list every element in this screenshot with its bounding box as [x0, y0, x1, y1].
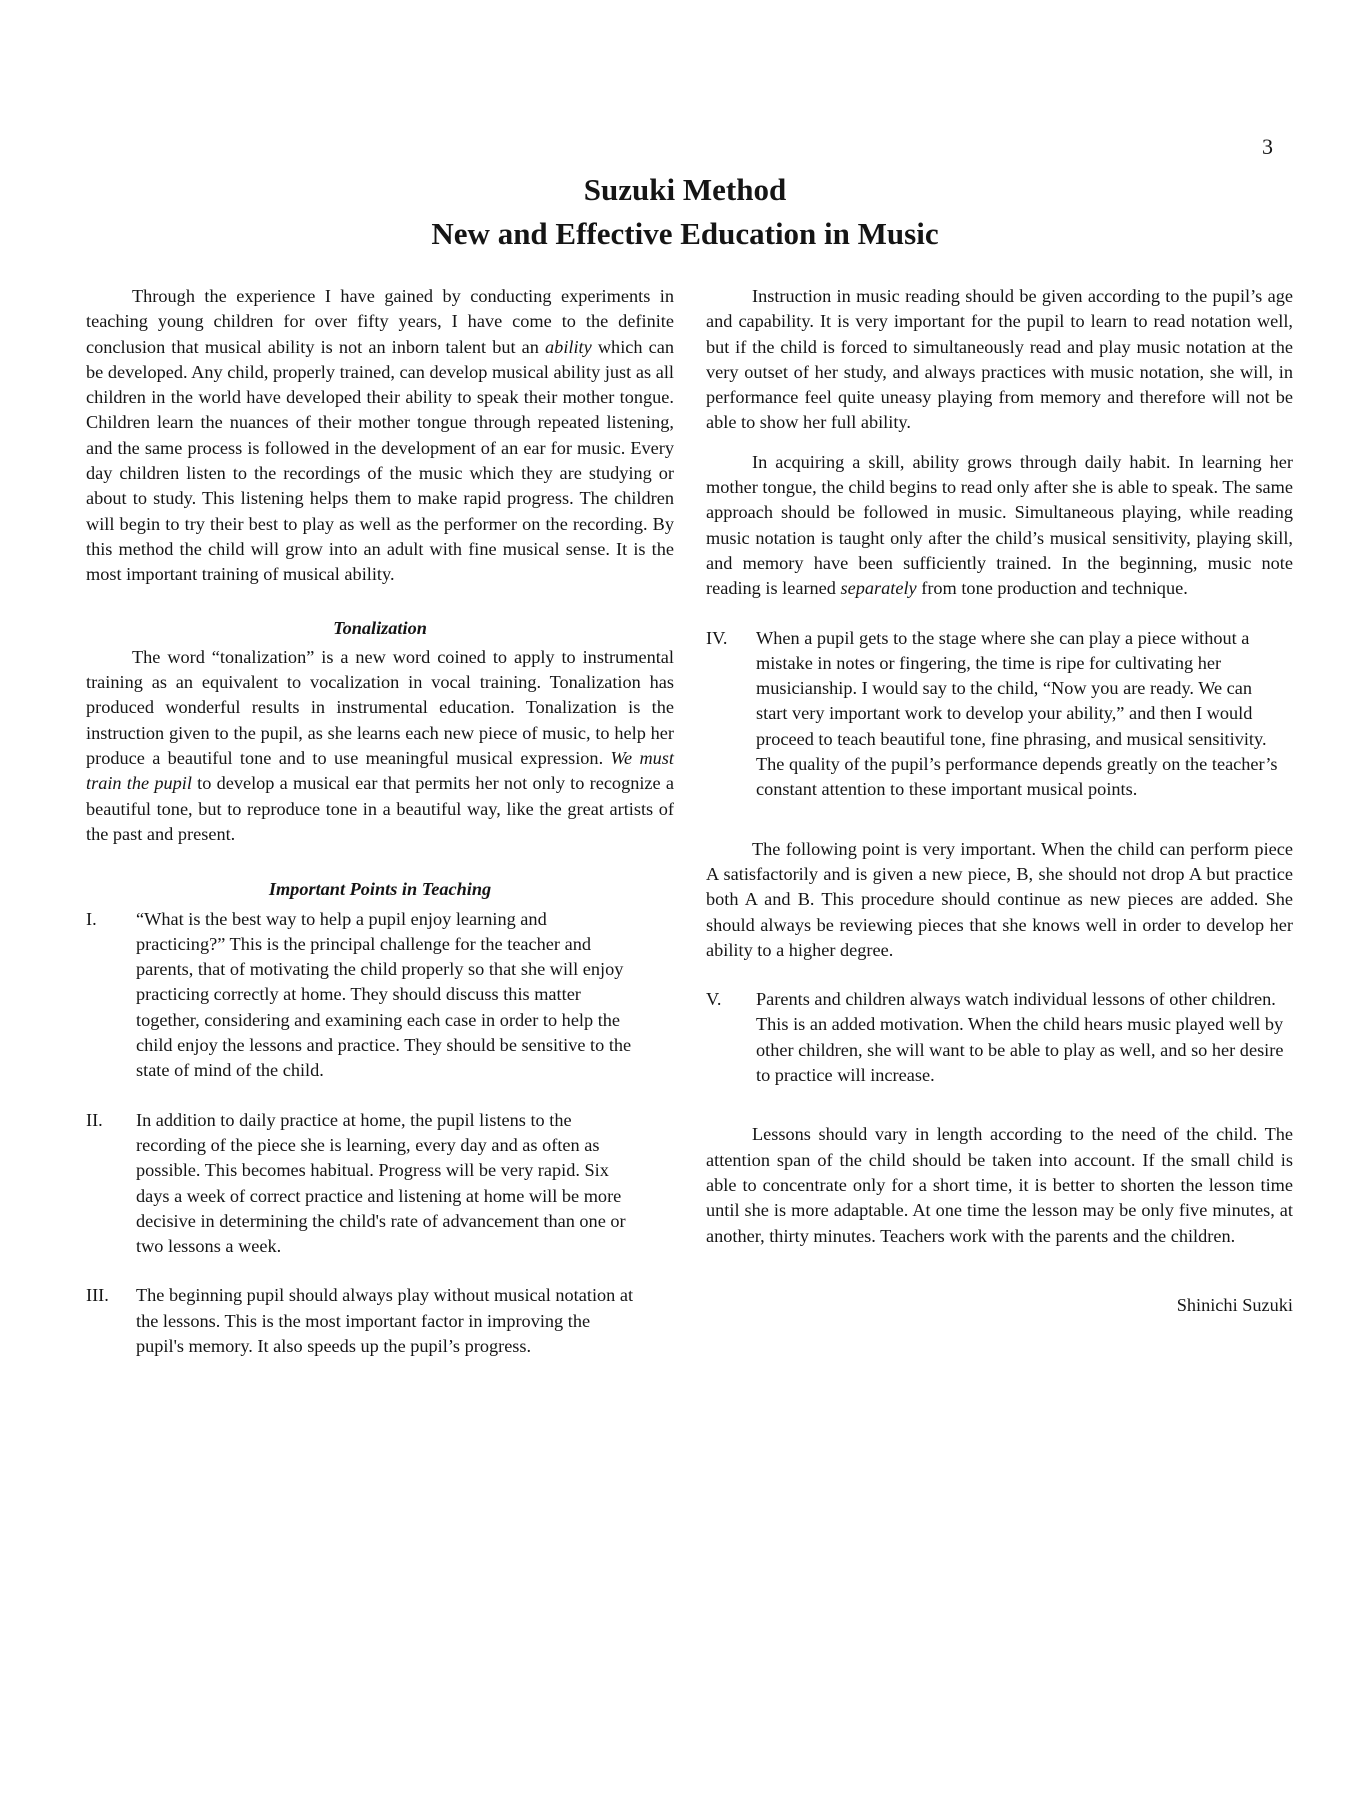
point-4-text	[756, 626, 1286, 803]
lessons-paragraph: Lessons should vary in length according to the need of the child. The attention span of the child should be taken into account. If the small child is able to concentrate only for a short time, it is better to shorten the lesson time until she is more adaptable. At one time the lesson may be only five minutes, at another, thirty minutes. Teachers work with the parents and the children.	[706, 1124, 1293, 1246]
tonalization-heading: Tonalization	[333, 617, 427, 638]
title-line-1: Suzuki Method	[583, 172, 787, 207]
following-paragraph: The following point is very important. When the child can perform piece A satisfactorily and is given a new piece, B, she should not drop A but practice both A and B. This procedure should continue as new pieces are added. She should always be reviewing pieces that she knows well in order to develop her ability to a higher degree.	[706, 838, 1293, 960]
intro-text-end: which can be developed. Any child, properly trained, can develop musical ability just as all children in the world have developed their ability to speak their mother tongue. Children learn the nuances of their mother tongue through repeated listening, and the same process is followed in the development of an ear for music. Every day children listen to the recordings of the music which they are studying or about to study. This listening helps them to make rapid progress. The children will begin to try their best to play as well as the performer on the recording. By this method the child will grow into an adult with fine musical sense. It is the most important training of musical ability.	[86, 336, 674, 585]
point-4-followup-text: The quality of the pupil’s performance depends greatly on the teacher’s constant attention to these important musical points.	[756, 754, 1278, 800]
intro-emphasis: ability	[545, 336, 592, 357]
tonalization-emphasis: We must train the pupil	[86, 748, 674, 794]
page-number: 3	[1262, 134, 1273, 159]
skill-paragraph	[706, 450, 1293, 602]
point-4	[706, 626, 1293, 803]
intro-text-start: Through the experience I have gained by conducting experiments in teaching young children for over fifty years, I have come to the definite conclusion that musical ability is not an inborn talent but an	[86, 286, 674, 357]
point-5	[706, 987, 1293, 1088]
skill-text-end: from tone production and technique.	[916, 578, 1188, 599]
right-column	[706, 284, 1293, 1318]
page-title	[0, 168, 1350, 256]
intro-paragraph	[86, 284, 674, 588]
point-2-numeral: II.	[86, 1109, 103, 1130]
point-4-numeral: IV.	[706, 627, 728, 648]
point-4-main-text: When a pupil gets to the stage where she can play a piece without a mistake in notes or fingering, the time is ripe for cultivating her musicianship. I would say to the child, “Now you are ready. We can start very important work to develop your ability,” and then I would proceed to teach beautiful tone, fine phrasing, and musical sensitivity.	[756, 627, 1267, 749]
skill-text-start: In acquiring a skill, ability grows through daily habit. In learning her mother tongue, the child begins to read only after she is able to speak. The same approach should be followed in music. Simultaneous playing, while reading music notation is taught only after the child’s musical sensitivity, playing skill, and memory have been sufficiently trained. In the beginning, music note reading is learned	[706, 451, 1293, 599]
tonalization-text-start: The word “tonalization” is a new word coined to apply to instrumental training as an equivalent to vocalization in vocal training. Tonalization has produced wonderful results in instrumental education. Tonalization is the instruction given to the pupil, as she learns each new piece of music, to help her produce a beautiful tone and to use meaningful musical expression.	[86, 646, 674, 769]
point-3-text: The beginning pupil should always play without musical notation at the lessons. This is the most important factor in improving the pupil's memory. It also speeds up the pupil’s progress.	[136, 1285, 634, 1356]
point-2	[86, 1108, 674, 1260]
tonalization-paragraph	[86, 645, 674, 847]
point-2-text: In addition to daily practice at home, the pupil listens to the recording of the piece she is learning, every day and as often as possible. This becomes habitual. Progress will be very rapid. Six days a week of correct practice and listening at home will be more decisive in determining the child's rate of advancement than one or two lessons a week.	[136, 1109, 626, 1257]
author-signature: Shinichi Suzuki	[1176, 1294, 1293, 1315]
skill-emphasis: separately	[840, 578, 917, 599]
left-column	[86, 284, 674, 1383]
point-1-text: “What is the best way to help a pupil enjoy learning and practicing?” This is the principal challenge for the teacher and parents, that of motivating the child properly so that she will enjoy practicing correctly at home. They should discuss this matter together, considering and examining each case in order to help the child enjoy the lessons and practice. They should be sensitive to the state of mind of the child.	[136, 908, 632, 1081]
point-1	[86, 907, 674, 1084]
point-3-numeral: III.	[86, 1285, 109, 1306]
reading-paragraph: Instruction in music reading should be given according to the pupil’s age and capability. It is very important for the pupil to learn to read notation well, but if the child is forced to simultaneously read and play music notation at the very outset of her study, and always practices with music notation, she will, in performance feel quite uneasy playing from memory and therefore will not be able to show her full ability.	[706, 286, 1293, 433]
point-1-numeral: I.	[86, 908, 97, 929]
title-line-2: New and Effective Education in Music	[431, 216, 939, 251]
tonalization-text-end: to develop a musical ear that permits her not only to recognize a beautiful tone, but to reproduce tone in a beautiful way, like the great artists of the past and present.	[86, 773, 674, 844]
point-5-numeral: V.	[706, 989, 722, 1010]
point-5-text: Parents and children always watch individual lessons of other children. This is an added motivation. When the child hears music played well by other children, she will want to be able to play as well, and so her desire to practice will increase.	[756, 989, 1284, 1086]
points-heading: Important Points in Teaching	[268, 879, 492, 900]
point-3	[86, 1283, 674, 1359]
